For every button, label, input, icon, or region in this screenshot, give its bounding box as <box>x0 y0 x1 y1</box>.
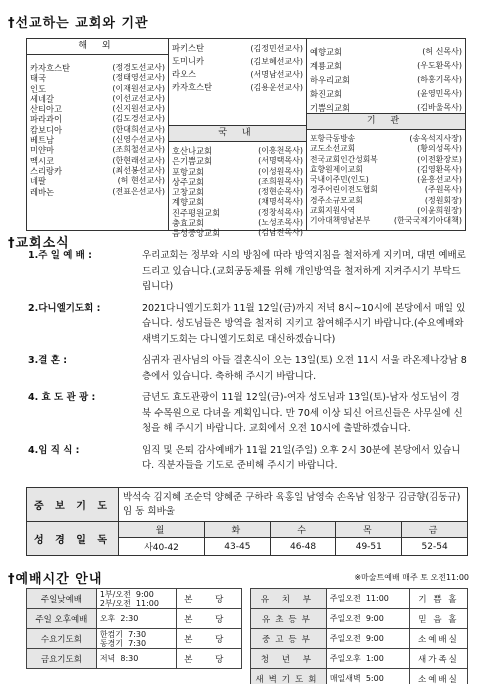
list-item <box>307 165 465 175</box>
schedule-row <box>251 669 468 684</box>
reading-range: 사40-42 <box>119 538 205 556</box>
news-label: 1.주 일 예 배 : <box>28 250 92 261</box>
item-name: 음성중앙교회 <box>172 228 221 239</box>
reading-range: 43-45 <box>204 538 270 556</box>
prayer-label: 중 보 기 도 <box>27 488 119 522</box>
list-item <box>307 155 465 165</box>
item-person: (김정민선교사) <box>250 44 303 53</box>
item-name: 태국 <box>30 73 47 84</box>
item-person: (한대희선교사) <box>112 124 165 134</box>
list-item <box>307 196 465 206</box>
item-person: (김용운선교사) <box>250 83 303 92</box>
item-name: 고창교회 <box>172 187 205 198</box>
service-place: 기 쁨 홀 <box>409 589 467 609</box>
service-place: 믿 음 홀 <box>409 609 467 629</box>
list-item <box>27 94 168 104</box>
service-name: 주일낮예배 <box>27 589 97 609</box>
service-time: 주일오전 11:00 <box>326 589 409 609</box>
worship-section-title: †예배시간 안내 <box>8 572 103 587</box>
service-name: 유 치 부 <box>251 589 327 609</box>
news-text: 심귀자 권사님의 아들 결혼식이 오는 13일(토) 오전 11시 서울 라온제나강남 8층에서 있습니다. 축하해 주시기 바랍니다. <box>142 355 467 382</box>
list-item <box>27 145 168 155</box>
service-time: 매일새벽 5:00 <box>326 669 409 684</box>
item-person: (조희철선교사) <box>112 145 165 155</box>
item-person: (서명택목사) <box>258 156 303 166</box>
item-name: 베트남 <box>30 135 55 146</box>
item-person: (서명남선교사) <box>250 70 303 79</box>
item-name: 상주교회 <box>172 176 205 187</box>
list-item <box>169 42 306 55</box>
prayer-reading-table <box>26 487 468 556</box>
item-name: 효향원제이교회 <box>310 164 363 174</box>
reading-day: 금 <box>402 522 468 538</box>
service-place: 소예배실 <box>409 629 467 649</box>
list-item <box>307 185 465 195</box>
item-name: 경주소규모교회 <box>310 195 363 205</box>
schedule-row <box>251 649 468 669</box>
item-person: (이재원선교사) <box>112 83 165 93</box>
news-item <box>28 390 468 437</box>
item-name: 교도소선교회 <box>310 144 356 154</box>
list-item <box>27 73 168 83</box>
reading-day: 수 <box>270 522 336 538</box>
schedule-row <box>27 609 242 629</box>
domestic-column <box>169 39 307 239</box>
item-name: 화진교회 <box>310 89 343 99</box>
item-name: 네팔 <box>30 176 47 187</box>
list-item <box>27 104 168 114</box>
item-name: 국내이주민(인도) <box>310 175 369 185</box>
news-text: 2021다니엘기도회가 11월 12일(금)까지 저녁 8시~10시에 본당에서 매일 있습니다. 성도님들은 방역을 철저히 지키고 참여해주시기 바랍니다.(수요예배와 새벽기도회는 다니엘기도회로 대신하겠습니다) <box>142 302 466 345</box>
overseas-more-list <box>169 42 306 94</box>
list-item <box>307 45 465 59</box>
item-name: 파키스탄 <box>172 43 205 53</box>
worship-schedule-right <box>250 588 468 684</box>
item-person: (정창석목사) <box>258 207 303 217</box>
mission-box <box>26 38 466 239</box>
item-person: (신지원선교사) <box>112 104 165 114</box>
item-name: 도미니카 <box>172 56 205 66</box>
item-person: (허 현선교사) <box>117 176 165 186</box>
schedule-row <box>27 589 242 609</box>
list-item <box>27 84 168 94</box>
worship-schedule-left <box>26 588 242 669</box>
item-person: (김영환목사) <box>417 164 462 174</box>
service-time: 1부/오전 9:00 2부/오전 11:00 <box>96 589 176 609</box>
news-label: 3.결 혼 : <box>28 355 67 366</box>
item-person: (채명석목사) <box>258 197 303 207</box>
news-text: 우리교회는 정부와 시의 방침에 따라 방역지침을 철저하게 지키며, 대면 예배로 드리고 있습니다.(교회공동체를 위해 개인방역을 철저하게 지켜주시기 부탁드립니다) <box>142 250 466 292</box>
item-person: (한국국제기아대책) <box>393 216 462 226</box>
item-name: 기아대책영남본부 <box>310 216 371 226</box>
list-item <box>169 156 306 166</box>
orgs-list <box>307 134 465 227</box>
item-name: 멕시코 <box>30 155 55 166</box>
item-person: (김바울목사) <box>417 103 462 112</box>
item-name: 계룡교회 <box>310 61 343 71</box>
list-item <box>27 176 168 186</box>
news-label: 4.임 직 식 : <box>28 444 80 456</box>
list-item <box>307 59 465 73</box>
list-item <box>169 146 306 156</box>
item-name: 호산나교회 <box>172 146 213 156</box>
list-item <box>169 197 306 207</box>
item-person: (이윤희원장) <box>417 206 462 216</box>
service-place: 본 당 <box>176 589 241 609</box>
list-item <box>27 125 168 135</box>
list-item <box>27 114 168 124</box>
news-item <box>28 301 468 348</box>
reading-range: 52-54 <box>402 538 468 556</box>
schedule-row <box>251 629 468 649</box>
service-time: 주일오전 9:00 <box>326 629 409 649</box>
item-person: (정태영선교사) <box>112 73 165 83</box>
item-name: 충효교회 <box>172 218 205 229</box>
item-name: 예향교회 <box>310 47 343 57</box>
news-text: 임직 및 은퇴 감사예배가 11월 21일(주일) 오후 2시 30분에 본당에서 있습니다. 직분자들을 기도로 준비해 주시기 바랍니다. <box>142 444 461 471</box>
news-item <box>28 353 468 384</box>
service-place: 소예배실 <box>409 669 467 684</box>
item-name: 미얀마 <box>30 145 55 156</box>
list-item <box>307 206 465 216</box>
item-person: (전표은선교사) <box>112 186 165 196</box>
list-item <box>169 167 306 177</box>
list-item <box>169 187 306 197</box>
list-item <box>27 156 168 166</box>
domestic-header: 국 내 <box>169 126 306 142</box>
service-time: 주일오후 1:00 <box>326 649 409 669</box>
item-name: 세네갈 <box>30 93 55 104</box>
item-person: (정현순목사) <box>258 187 303 197</box>
item-person: (정원회장) <box>424 195 462 205</box>
list-item <box>307 175 465 185</box>
item-person: (황의성목사) <box>417 144 462 154</box>
service-name: 유초등부 <box>251 609 327 629</box>
item-name: 포항교회 <box>172 166 205 177</box>
item-name: 경주어린이전도협회 <box>310 185 378 195</box>
news-label: 4. 효 도 관 광 : <box>28 392 96 403</box>
schedule-row <box>27 649 242 669</box>
news-list <box>28 248 468 480</box>
service-place: 본 당 <box>176 609 241 629</box>
service-name: 주일 오후예배 <box>27 609 97 629</box>
item-person: (송옥석지사장) <box>409 134 462 143</box>
news-section-title: †교회소식 <box>8 236 70 251</box>
news-item <box>28 443 468 474</box>
item-person: (김도경선교사) <box>112 114 165 124</box>
item-name: 진주평원교회 <box>172 207 221 218</box>
item-person: (김남전목사) <box>258 228 303 238</box>
item-name: 포항극동방송 <box>310 134 356 143</box>
item-name: 스리랑카 <box>30 165 63 176</box>
service-place: 새가족실 <box>409 649 467 669</box>
schedule-row <box>27 629 242 649</box>
item-person: (한현래선교사) <box>112 155 165 165</box>
service-name: 새벽기도회 <box>251 669 327 684</box>
item-name: 카자흐스탄 <box>172 82 213 92</box>
item-name: 하우리교회 <box>310 75 351 85</box>
item-person: (이성원목사) <box>258 166 303 176</box>
list-item <box>27 166 168 176</box>
reading-range: 46-48 <box>270 538 336 556</box>
item-name: 계향교회 <box>172 197 205 208</box>
schedule-row <box>251 609 468 629</box>
worship-note: ※마술트예배 매주 토 오전11:00 <box>354 573 469 582</box>
item-person: (이선교선교사) <box>112 93 165 103</box>
orgs-header: 기 관 <box>307 114 465 130</box>
news-text: 금년도 효도관광이 11월 12일(금)-여자 성도님과 13일(토)-남자 성도님이 경북 수목원으로 다녀올 계획입니다. 만 70세 이상 되신 어르신들은 사무실에 신청을 해 주시기 바랍니다. 교회에서 오전 10시에 출발하겠습니다. <box>142 392 463 434</box>
item-name: 산티아고 <box>30 104 63 115</box>
service-name: 청 년 부 <box>251 649 327 669</box>
overseas-column <box>27 39 169 230</box>
news-label: 2.다니엘기도회 : <box>28 302 101 314</box>
item-name: 파라과이 <box>30 114 63 125</box>
list-item <box>307 73 465 87</box>
item-person: (신영수선교사) <box>112 135 165 145</box>
service-name: 중고등부 <box>251 629 327 649</box>
service-place: 본 당 <box>176 649 241 669</box>
prayer-names: 박석숙 김지혜 조순덕 양혜준 구하라 육홍일 남영숙 손옥남 임창구 김금향(김동규) 임 동 희바울 <box>119 488 468 522</box>
list-item <box>169 208 306 218</box>
list-item <box>307 144 465 154</box>
item-name: 레바논 <box>30 186 55 197</box>
service-place: 본 당 <box>176 629 241 649</box>
list-item <box>169 218 306 228</box>
item-person: (우도환목사) <box>417 61 462 70</box>
list-item <box>307 134 465 144</box>
item-person: (주원목사) <box>424 185 462 195</box>
item-person: (하홍기목사) <box>417 75 462 84</box>
service-time: 주일오전 9:00 <box>326 609 409 629</box>
service-time: 한컴기 7:30 동경기 7:30 <box>96 629 176 649</box>
item-name: 인도 <box>30 83 47 94</box>
list-item <box>27 135 168 145</box>
item-name: 캄보디아 <box>30 124 63 135</box>
item-person: (노성조목사) <box>258 218 303 228</box>
item-person: (김보혜선교사) <box>250 57 303 66</box>
mission-section-title: †선교하는 교회와 기관 <box>8 16 149 31</box>
reading-day: 월 <box>119 522 205 538</box>
list-item <box>169 228 306 238</box>
item-name: 은기쁨교회 <box>172 156 213 167</box>
list-item <box>169 177 306 187</box>
item-person: (정경도선교사) <box>112 63 165 72</box>
churches-list <box>307 45 465 115</box>
item-person: (윤흥선교사) <box>417 175 462 185</box>
item-name: 라오스 <box>172 69 197 79</box>
item-person: (윤영민목사) <box>417 89 462 98</box>
domestic-list <box>169 146 306 239</box>
item-person: (이전환장로) <box>417 154 462 164</box>
item-person: (최선봉선교사) <box>112 165 165 175</box>
item-name: 교회지원사역 <box>310 206 356 216</box>
reading-day: 목 <box>336 522 402 538</box>
service-name: 수요기도회 <box>27 629 97 649</box>
service-name: 금요기도회 <box>27 649 97 669</box>
list-item <box>169 55 306 68</box>
overseas-list <box>27 63 168 197</box>
reading-day: 화 <box>204 522 270 538</box>
overseas-header: 해 외 <box>27 39 168 55</box>
item-name: 기쁨의교회 <box>310 103 351 113</box>
item-person: (이흥천목사) <box>258 146 303 155</box>
list-item <box>27 187 168 197</box>
news-item <box>28 248 468 295</box>
list-item <box>307 87 465 101</box>
reading-label: 성 경 일 독 <box>27 522 119 556</box>
list-item <box>27 63 168 73</box>
service-time: 저녁 8:30 <box>96 649 176 669</box>
list-item <box>307 216 465 226</box>
item-person: (조희원목사) <box>258 176 303 186</box>
item-person: (허 신목사) <box>422 47 462 56</box>
orgs-column <box>307 39 465 230</box>
reading-range: 49-51 <box>336 538 402 556</box>
schedule-row <box>251 589 468 609</box>
item-name: 카자흐스탄 <box>30 63 71 73</box>
list-item <box>169 68 306 81</box>
service-time: 오후 2:30 <box>96 609 176 629</box>
item-name: 전국교회인간성회복 <box>310 154 378 164</box>
list-item <box>169 81 306 94</box>
